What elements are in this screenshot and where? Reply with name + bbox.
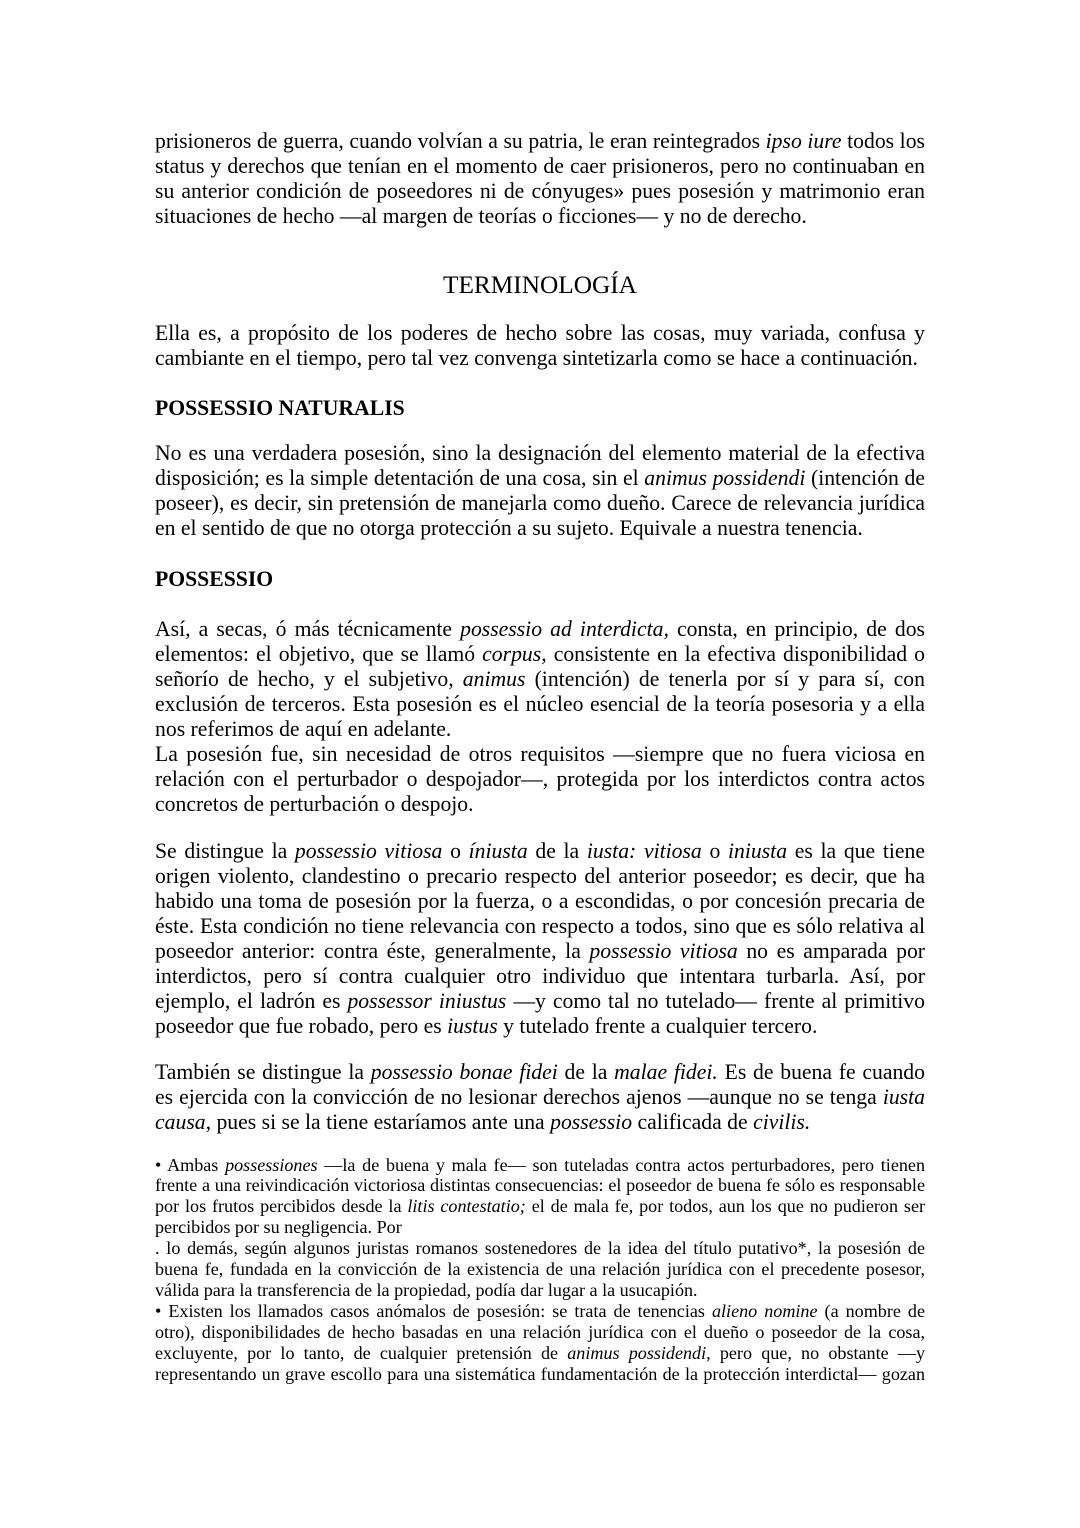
text-line	[155, 939, 925, 964]
text-run: La posesión fue, sin necesidad de otros requisitos —siempre que no fuera viciosa en	[155, 741, 925, 766]
text-line	[155, 642, 925, 667]
text-line	[155, 1217, 925, 1238]
italic-term: possessio vitiosa	[294, 838, 443, 863]
text-line	[155, 839, 925, 864]
text-run: nos referimos de aquí en adelante.	[155, 716, 452, 741]
text-run: Es de buena fe cuando	[717, 1059, 925, 1084]
paragraph-possessio-vitiosa	[155, 839, 925, 1039]
text-run: el de mala fe, por todos, aun los que no pudieron ser	[525, 1196, 925, 1217]
text-run: todos los	[841, 128, 925, 153]
paragraph-prisoners-intro	[155, 129, 925, 229]
text-line	[155, 1060, 925, 1085]
italic-term: possessio bonae fidei	[370, 1059, 558, 1084]
text-run: status y derechos que tenían en el momento de caer prisioneros, pero no continuaban en	[155, 153, 925, 178]
text-run: interdictos, pero sí contra cualquier otro individuo que intentara turbarla. Así, por	[155, 963, 925, 988]
text-run: percibidos por su negligencia. Por	[155, 1217, 402, 1238]
footnotes	[155, 1155, 925, 1385]
text-run: • Existen los llamados casos anómalos de posesión: se trata de tenencias	[155, 1300, 712, 1321]
text-run: elementos: el objetivo, que se llamó	[155, 641, 483, 666]
italic-term: iustus	[447, 1013, 498, 1038]
text-run: concretos de perturbación o despojo.	[155, 791, 474, 816]
text-run: poseedor que fue robado, pero es	[155, 1013, 448, 1038]
text-run: y tutelado frente a cualquier tercero.	[497, 1013, 818, 1038]
text-run: (intención) de tenerla por sí y para sí, con	[525, 666, 925, 691]
italic-term: possessio	[550, 1109, 633, 1134]
italic-term: iusta	[882, 1084, 925, 1109]
text-line	[155, 1322, 925, 1343]
paragraph-possessio-naturalis	[155, 441, 925, 541]
text-run: Se distingue la	[155, 838, 295, 863]
text-run: pero que, no obstante —y	[710, 1342, 925, 1363]
text-run: . lo demás, según algunos juristas romanos sostenedores de la idea del título putativo*, la posesión de	[155, 1238, 925, 1259]
subheading-possessio: POSSESSIO	[155, 566, 274, 591]
text-line	[155, 964, 925, 989]
text-run: pues si se la tiene estaríamos ante una	[211, 1109, 551, 1134]
text-run: Así, a secas, ó más técnicamente	[155, 616, 461, 641]
text-run: señorío de hecho, y el subjetivo,	[155, 666, 463, 691]
text-run: poseer), es decir, sin pretensión de manejarla como dueño. Carece de relevancia jurídica	[155, 490, 925, 515]
text-line	[155, 1301, 925, 1322]
text-line	[155, 1085, 925, 1110]
text-line	[155, 889, 925, 914]
text-run: calificada de	[632, 1109, 754, 1134]
paragraph-bona-fides	[155, 1060, 925, 1135]
section-heading-terminology: TERMINOLOGÍA	[443, 271, 637, 299]
text-run: excluyente, por lo tanto, de cualquier pretensión de	[155, 1342, 568, 1363]
italic-term: iniusta	[728, 838, 788, 863]
text-run: buena fe, fundada en la convicción de la existencia de una relación jurídica con el precedente posesor,	[155, 1259, 925, 1280]
italic-term: ipso iure	[765, 128, 842, 153]
text-line	[155, 1259, 925, 1280]
text-run: éste. Esta condición no tiene relevancia con respecto a todos, sino que es sólo relativa al	[155, 913, 925, 938]
text-run: ejemplo, el ladrón es	[155, 988, 348, 1013]
text-run: no es amparada por	[737, 938, 926, 963]
italic-term: íniusta	[468, 838, 528, 863]
text-line	[155, 154, 925, 179]
page-content	[155, 129, 925, 1385]
text-line	[155, 1014, 925, 1039]
text-run: exclusión de terceros. Esta posesión es el núcleo esencial de la teoría posesoria y a ella	[155, 691, 925, 716]
text-run: otro), disponibilidades de hecho basadas en una relación jurídica con el dueño o poseedor de la cosa,	[155, 1321, 925, 1342]
text-run: disposición; es la simple detentación de una cosa, sin el	[155, 465, 645, 490]
text-run: origen violento, clandestino o precario respecto del anterior poseedor; es decir, que ha	[155, 863, 925, 888]
text-line	[155, 914, 925, 939]
text-line	[155, 516, 925, 541]
text-line	[155, 742, 925, 767]
text-line	[155, 1364, 925, 1385]
text-line	[155, 1280, 925, 1301]
italic-term: corpus,	[482, 641, 547, 666]
text-run: es ejercida con la convicción de no lesionar derechos ajenos —aunque no se tenga	[155, 1084, 883, 1109]
text-line	[155, 204, 925, 229]
text-run: su anterior condición de poseedores ni de cónyuges» pues posesión y matrimonio eran	[155, 178, 925, 203]
footnote-casos-anomalos	[155, 1301, 925, 1385]
text-run: en el sentido de que no otorga protección a su sujeto. Equivale a nuestra tenencia.	[155, 515, 863, 540]
italic-term: causa,	[155, 1109, 212, 1134]
italic-term: possessio ad interdicta,	[460, 616, 669, 641]
text-run: (intención de	[805, 465, 925, 490]
text-run: frente a una reivindicación victoriosa distintas consecuencias: el poseedor de buena fe sólo es responsable	[155, 1175, 925, 1196]
italic-term: civilis.	[753, 1109, 811, 1134]
text-run: cambiante en el tiempo, pero tal vez convenga sintetizarla como se hace a continuación.	[155, 345, 918, 370]
italic-term: alieno nomine	[711, 1300, 818, 1321]
text-run: por los frutos percibidos desde la	[155, 1196, 408, 1217]
text-run: consta, en principio, de dos	[668, 616, 925, 641]
italic-term: possessor iniustus	[347, 988, 507, 1013]
text-run: Ella es, a propósito de los poderes de hecho sobre las cosas, muy variada, confusa y	[155, 320, 925, 345]
text-line	[155, 864, 925, 889]
text-line	[155, 792, 925, 817]
text-run: situaciones de hecho —al margen de teorías o ficciones— y no de derecho.	[155, 203, 807, 228]
text-line	[155, 717, 925, 742]
text-line	[155, 767, 925, 792]
text-run: —la de buena y mala fe— son tuteladas contra actos perturbadores, pero tienen	[317, 1154, 925, 1175]
text-line	[155, 491, 925, 516]
italic-term: animus possidendi	[644, 465, 806, 490]
italic-term: malae fidei.	[614, 1059, 718, 1084]
footnote-ambas-possessiones	[155, 1155, 925, 1239]
text-line	[155, 346, 925, 371]
text-line	[155, 179, 925, 204]
text-run: relación con el perturbador o despojador—, protegida por los interdictos contra actos	[155, 766, 925, 791]
text-run: válida para la transferencia de la propiedad, podía dar lugar a la usucapión.	[155, 1279, 698, 1300]
paragraph-possessio-protection	[155, 742, 925, 817]
text-line	[155, 1175, 925, 1196]
text-line	[155, 1196, 925, 1217]
subheading-possessio-naturalis: POSSESSIO NATURALIS	[155, 395, 405, 420]
text-run: de la	[557, 1059, 615, 1084]
text-run: o	[442, 838, 469, 863]
text-run: de la	[527, 838, 587, 863]
text-line	[155, 466, 925, 491]
text-run: prisioneros de guerra, cuando volvían a su patria, le eran reintegrados	[155, 128, 766, 153]
italic-term: iusta: vitiosa	[586, 838, 702, 863]
text-run: También se distingue la	[155, 1059, 371, 1084]
text-line	[155, 692, 925, 717]
italic-term: animus	[462, 666, 526, 691]
text-line	[155, 1343, 925, 1364]
text-line	[155, 667, 925, 692]
text-line	[155, 129, 925, 154]
text-line	[155, 617, 925, 642]
paragraph-terminology-intro	[155, 321, 925, 371]
text-run: o	[701, 838, 728, 863]
italic-term: possessiones	[225, 1154, 318, 1175]
text-run: No es una verdadera posesión, sino la designación del elemento material de la efectiva	[155, 440, 925, 465]
italic-term: possessio vitiosa	[589, 938, 738, 963]
text-line	[155, 1110, 925, 1135]
text-run: habido una toma de posesión por la fuerza, o a escondidas, o por concesión precaria de	[155, 888, 925, 913]
text-line	[155, 321, 925, 346]
text-run: poseedor anterior: contra éste, generalmente, la	[155, 938, 590, 963]
footnote-titulo-putativo	[155, 1238, 925, 1301]
text-run: —y como tal no tutelado— frente al primitivo	[506, 988, 925, 1013]
text-run: (a nombre de	[817, 1300, 926, 1321]
text-line	[155, 1238, 925, 1259]
text-run: consistente en la efectiva disponibilidad o	[546, 641, 925, 666]
paragraph-possessio-definition	[155, 617, 925, 742]
text-run: representando un grave escollo para una sistemática fundamentación de la protección interdictal— gozan	[155, 1363, 925, 1384]
text-run: • Ambas	[155, 1154, 226, 1175]
text-line	[155, 989, 925, 1014]
italic-term: animus possidendi,	[567, 1342, 711, 1363]
text-line	[155, 441, 925, 466]
text-run: es la que tiene	[787, 838, 925, 863]
text-line	[155, 1155, 925, 1176]
italic-term: litis contestatio;	[407, 1196, 526, 1217]
